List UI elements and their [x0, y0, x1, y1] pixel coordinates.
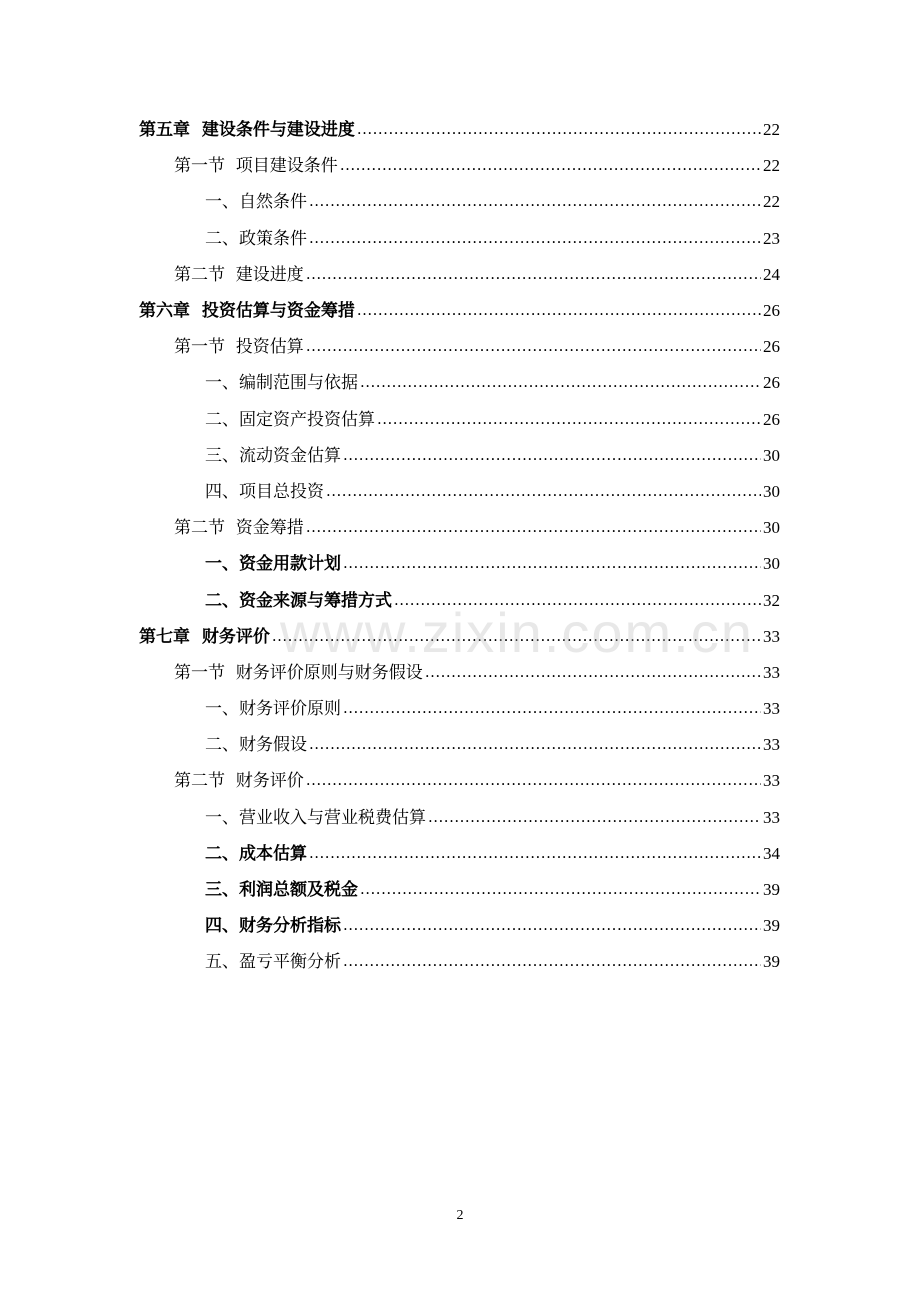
- toc-entry[interactable]: [0, 221, 920, 257]
- toc-entry-title: 第二节 财务评价: [174, 771, 304, 792]
- toc-entry-page: 34: [763, 843, 780, 863]
- toc-entry[interactable]: [0, 329, 920, 365]
- dot-leader: [343, 699, 761, 719]
- dot-leader: [309, 192, 761, 212]
- table-of-contents: [0, 112, 920, 981]
- toc-entry-title: 二、资金来源与筹措方式: [205, 590, 392, 611]
- dot-leader: [357, 120, 761, 140]
- toc-entry[interactable]: [0, 655, 920, 691]
- toc-entry[interactable]: [0, 112, 920, 148]
- toc-entry-title: 五、盈亏平衡分析: [205, 952, 341, 973]
- dot-leader: [377, 410, 761, 430]
- dot-leader: [343, 952, 761, 972]
- toc-entry[interactable]: [0, 148, 920, 184]
- toc-entry[interactable]: [0, 944, 920, 980]
- dot-leader: [326, 482, 761, 502]
- dot-leader: [306, 265, 761, 285]
- dot-leader: [343, 554, 761, 574]
- toc-entry-page: 26: [763, 409, 780, 429]
- toc-entry-title: 一、编制范围与依据: [205, 373, 358, 394]
- toc-entry[interactable]: [0, 438, 920, 474]
- toc-entry-page: 30: [763, 481, 780, 501]
- dot-leader: [309, 229, 761, 249]
- toc-entry-page: 33: [763, 807, 780, 827]
- toc-entry-page: 23: [763, 228, 780, 248]
- toc-entry-page: 33: [763, 699, 780, 719]
- toc-entry[interactable]: [0, 691, 920, 727]
- toc-entry-title: 一、营业收入与营业税费估算: [205, 807, 426, 828]
- dot-leader: [425, 663, 761, 683]
- toc-entry[interactable]: [0, 727, 920, 763]
- toc-entry-title: 第七章 财务评价: [139, 626, 270, 647]
- dot-leader: [306, 337, 761, 357]
- dot-leader: [360, 373, 761, 393]
- dot-leader: [306, 518, 761, 538]
- toc-entry[interactable]: [0, 365, 920, 401]
- dot-leader: [340, 156, 761, 176]
- dot-leader: [394, 591, 761, 611]
- toc-entry-page: 39: [763, 880, 780, 900]
- dot-leader: [306, 771, 761, 791]
- toc-entry-page: 39: [763, 916, 780, 936]
- toc-entry-page: 22: [763, 120, 780, 140]
- toc-entry[interactable]: [0, 908, 920, 944]
- toc-entry[interactable]: [0, 800, 920, 836]
- toc-entry-title: 二、固定资产投资估算: [205, 409, 375, 430]
- toc-entry-title: 三、利润总额及税金: [205, 880, 358, 901]
- toc-entry-title: 四、财务分析指标: [205, 916, 341, 937]
- toc-entry-page: 39: [763, 952, 780, 972]
- toc-entry-title: 第六章 投资估算与资金筹措: [139, 301, 355, 322]
- toc-entry-title: 第二节 资金筹措: [174, 518, 304, 539]
- dot-leader: [357, 301, 761, 321]
- toc-entry[interactable]: [0, 184, 920, 220]
- toc-entry[interactable]: [0, 619, 920, 655]
- toc-entry-page: 30: [763, 518, 780, 538]
- toc-entry-page: 33: [763, 771, 780, 791]
- watermark: www.zixin.com.cn: [280, 601, 754, 664]
- toc-entry-title: 一、资金用款计划: [205, 554, 341, 575]
- toc-entry-title: 第二节 建设进度: [174, 264, 304, 285]
- toc-entry[interactable]: [0, 872, 920, 908]
- dot-leader: [428, 808, 761, 828]
- toc-entry-title: 二、成本估算: [205, 843, 307, 864]
- toc-entry[interactable]: [0, 510, 920, 546]
- toc-entry-page: 33: [763, 662, 780, 682]
- toc-entry-page: 30: [763, 445, 780, 465]
- toc-entry-page: 32: [763, 590, 780, 610]
- toc-entry-title: 四、项目总投资: [205, 481, 324, 502]
- toc-entry-title: 第一节 财务评价原则与财务假设: [174, 662, 423, 683]
- toc-entry[interactable]: [0, 546, 920, 582]
- toc-entry-title: 三、流动资金估算: [205, 445, 341, 466]
- toc-entry-page: 26: [763, 373, 780, 393]
- toc-entry-page: 33: [763, 626, 780, 646]
- dot-leader: [343, 446, 761, 466]
- dot-leader: [272, 627, 761, 647]
- toc-entry[interactable]: [0, 763, 920, 799]
- page-number: 2: [456, 1208, 464, 1223]
- toc-entry-title: 一、自然条件: [205, 192, 307, 213]
- toc-entry[interactable]: [0, 402, 920, 438]
- toc-entry-page: 24: [763, 264, 780, 284]
- dot-leader: [309, 735, 761, 755]
- toc-entry[interactable]: [0, 257, 920, 293]
- toc-entry-page: 30: [763, 554, 780, 574]
- toc-entry-title: 第五章 建设条件与建设进度: [139, 120, 355, 141]
- toc-entry[interactable]: [0, 474, 920, 510]
- toc-entry-title: 二、政策条件: [205, 228, 307, 249]
- toc-entry-title: 第一节 项目建设条件: [174, 156, 338, 177]
- dot-leader: [343, 916, 761, 936]
- toc-entry-title: 一、财务评价原则: [205, 699, 341, 720]
- toc-entry-page: 22: [763, 156, 780, 176]
- toc-entry-page: 33: [763, 735, 780, 755]
- toc-entry-page: 26: [763, 337, 780, 357]
- toc-entry[interactable]: [0, 582, 920, 618]
- toc-entry-page: 26: [763, 301, 780, 321]
- dot-leader: [309, 844, 761, 864]
- toc-entry-title: 第一节 投资估算: [174, 337, 304, 358]
- toc-entry-page: 22: [763, 192, 780, 212]
- toc-entry-title: 二、财务假设: [205, 735, 307, 756]
- toc-entry[interactable]: [0, 836, 920, 872]
- dot-leader: [360, 880, 761, 900]
- toc-entry[interactable]: [0, 293, 920, 329]
